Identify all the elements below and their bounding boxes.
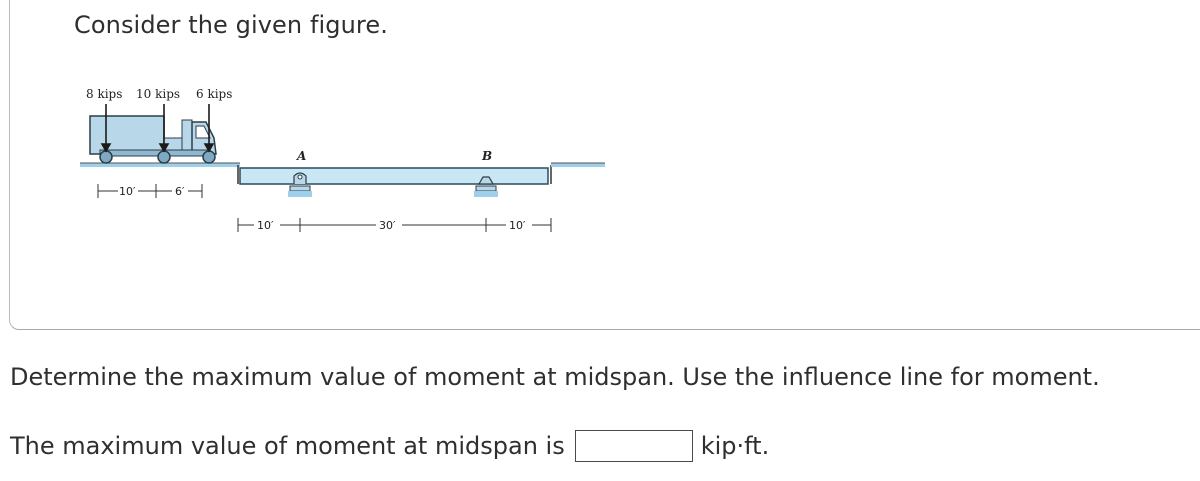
question-instruction: Determine the maximum value of moment at midspan. Use the influence line for moment. bbox=[10, 363, 1100, 391]
truck-wheel-front bbox=[203, 151, 215, 163]
truck-spacing-6ft: 6′ bbox=[175, 185, 185, 198]
support-label-b: B bbox=[482, 149, 493, 163]
span-dim-right-10ft: 10′ bbox=[509, 219, 526, 232]
answer-lead-text: The maximum value of moment at midspan is bbox=[10, 432, 565, 460]
truck-spacing-10ft: 10′ bbox=[119, 185, 136, 198]
support-label-a: A bbox=[297, 149, 307, 163]
load-label-10kips: 10 kips bbox=[136, 87, 181, 101]
truck-wheel-rear bbox=[100, 151, 112, 163]
truck-wheel-middle bbox=[158, 151, 170, 163]
load-label-6kips: 6 kips bbox=[196, 87, 233, 101]
answer-input[interactable] bbox=[575, 430, 693, 462]
truck bbox=[90, 116, 216, 163]
span-dim-30ft: 30′ bbox=[379, 219, 396, 232]
question-prompt: Consider the given figure. bbox=[74, 11, 388, 39]
beam-figure bbox=[80, 80, 620, 250]
answer-unit: kip·ft. bbox=[700, 432, 770, 460]
beam bbox=[240, 168, 548, 184]
span-dim-left-10ft: 10′ bbox=[257, 219, 274, 232]
truck-spacing-dims bbox=[98, 184, 202, 198]
load-label-8kips: 8 kips bbox=[86, 87, 123, 101]
answer-row bbox=[10, 428, 769, 464]
